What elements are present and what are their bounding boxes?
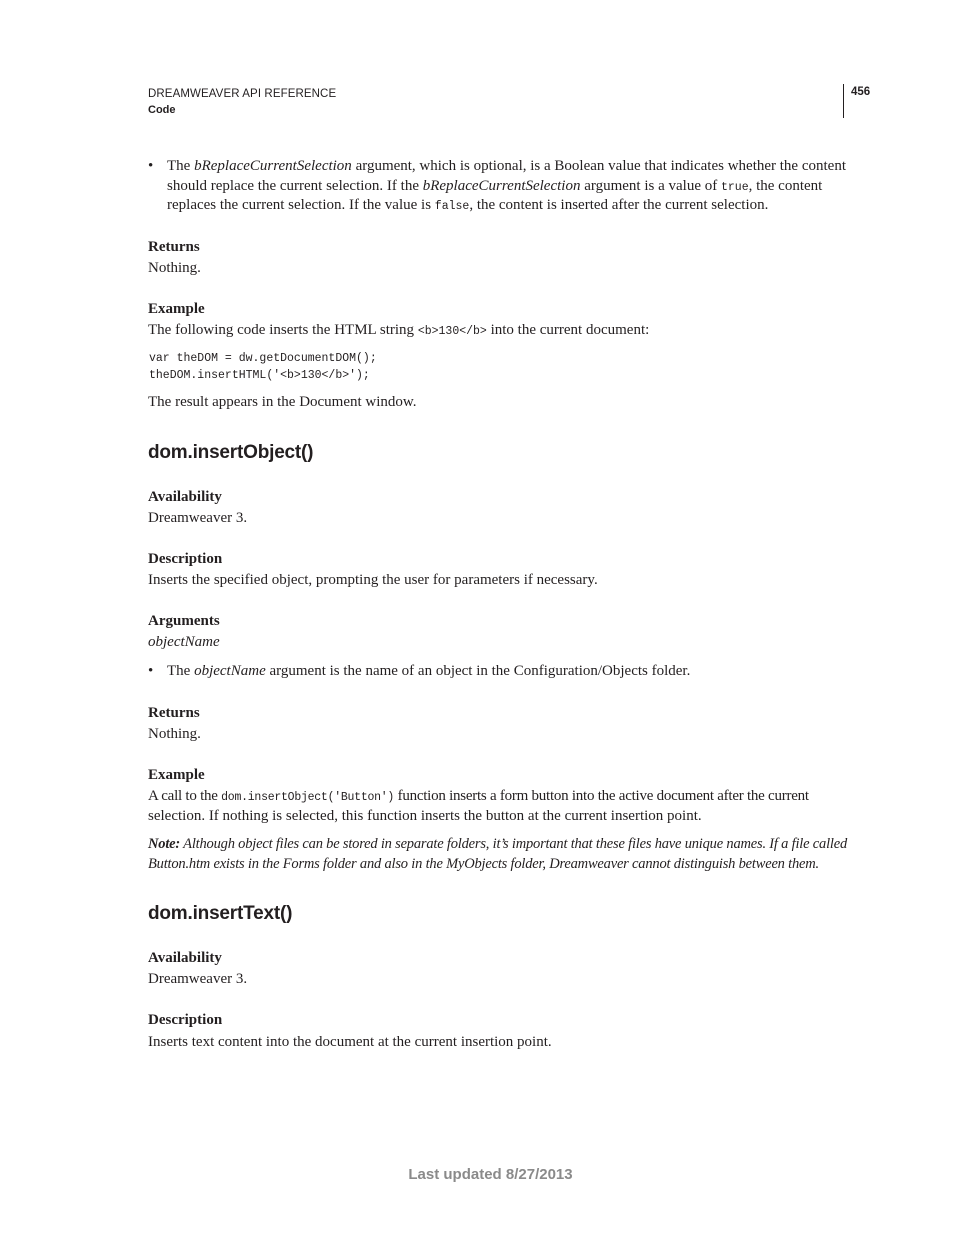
text-run: should replace the current selection. If the — [167, 178, 423, 194]
section-title-insert-text: dom.insertText() — [148, 903, 293, 924]
running-header-section: Code — [148, 104, 176, 116]
description-text: Inserts the specified object, prompting the user for parameters if necessary. — [148, 572, 598, 588]
availability-text: Dreamweaver 3. — [148, 971, 248, 987]
result-text: The result appears in the Document window. — [148, 394, 417, 410]
bullet-text-line — [167, 157, 846, 177]
argument-name: objectName — [194, 663, 266, 679]
arguments-text: objectName — [148, 634, 220, 650]
arguments-heading: Arguments — [148, 613, 220, 629]
text-run: The — [167, 663, 195, 679]
example-heading: Example — [148, 301, 205, 317]
example-text: selection. If nothing is selected, this function inserts the button at the current insertion point. — [148, 808, 702, 824]
page-number: 456 — [851, 86, 871, 98]
note-text: Button.htm exists in the Forms folder and also in the MyObjects folder, Dreamweaver cannot distinguish between them. — [148, 856, 819, 872]
section-title-insert-object: dom.insertObject() — [148, 442, 314, 463]
description-heading: Description — [148, 551, 223, 567]
text-run: argument is the name of an object in the Configuration/Objects folder. — [265, 663, 691, 679]
returns-heading: Returns — [148, 239, 200, 255]
text-run: function inserts a form button into the active document after the current — [394, 788, 809, 804]
footer-last-updated: Last updated 8/27/2013 — [408, 1166, 573, 1183]
inline-code: dom.insertObject('Button') — [221, 791, 395, 804]
returns-text: Nothing. — [148, 726, 201, 742]
text-run: argument, which is optional, is a Boolean value that indicates whether the content — [351, 158, 846, 174]
header-divider — [843, 84, 844, 118]
inline-code: true — [720, 181, 749, 194]
text-run: The — [167, 158, 195, 174]
text-run: The following code inserts the HTML string — [148, 322, 418, 338]
availability-text: Dreamweaver 3. — [148, 510, 248, 526]
code-line: theDOM.insertHTML('<b>130</b>'); — [149, 369, 370, 382]
text-run: , the content — [748, 178, 823, 194]
text-run: Although object files can be stored in separate folders, it’s important that these files have unique names. If a file called — [180, 836, 848, 852]
bullet-text-line — [167, 196, 768, 217]
text-run: into the current document: — [486, 322, 650, 338]
bullet-marker: • — [148, 158, 154, 174]
bullet-marker: • — [148, 663, 154, 679]
note-label: Note: — [148, 836, 181, 852]
code-line: var theDOM = dw.getDocumentDOM(); — [149, 352, 377, 365]
note-text — [148, 834, 847, 854]
description-text: Inserts text content into the document at the current insertion point. — [148, 1034, 552, 1050]
inline-code: <b>130</b> — [417, 325, 487, 338]
text-run: A call to the — [148, 788, 222, 804]
argument-name: bReplaceCurrentSelection — [194, 158, 352, 174]
text-run: argument is a value of — [580, 178, 721, 194]
bullet-text-line — [167, 177, 822, 198]
example-heading: Example — [148, 767, 205, 783]
availability-heading: Availability — [148, 489, 222, 505]
returns-heading: Returns — [148, 705, 200, 721]
example-text — [148, 787, 809, 808]
text-run: replaces the current selection. If the value is — [167, 197, 435, 213]
description-heading: Description — [148, 1012, 223, 1028]
bullet-text-line — [167, 662, 690, 682]
availability-heading: Availability — [148, 950, 222, 966]
argument-name: bReplaceCurrentSelection — [422, 178, 581, 194]
inline-code: false — [434, 200, 470, 213]
running-header-title: DREAMWEAVER API REFERENCE — [148, 88, 337, 100]
text-run: , the content is inserted after the current selection. — [469, 197, 769, 213]
returns-text: Nothing. — [148, 260, 201, 276]
example-text — [148, 321, 649, 342]
